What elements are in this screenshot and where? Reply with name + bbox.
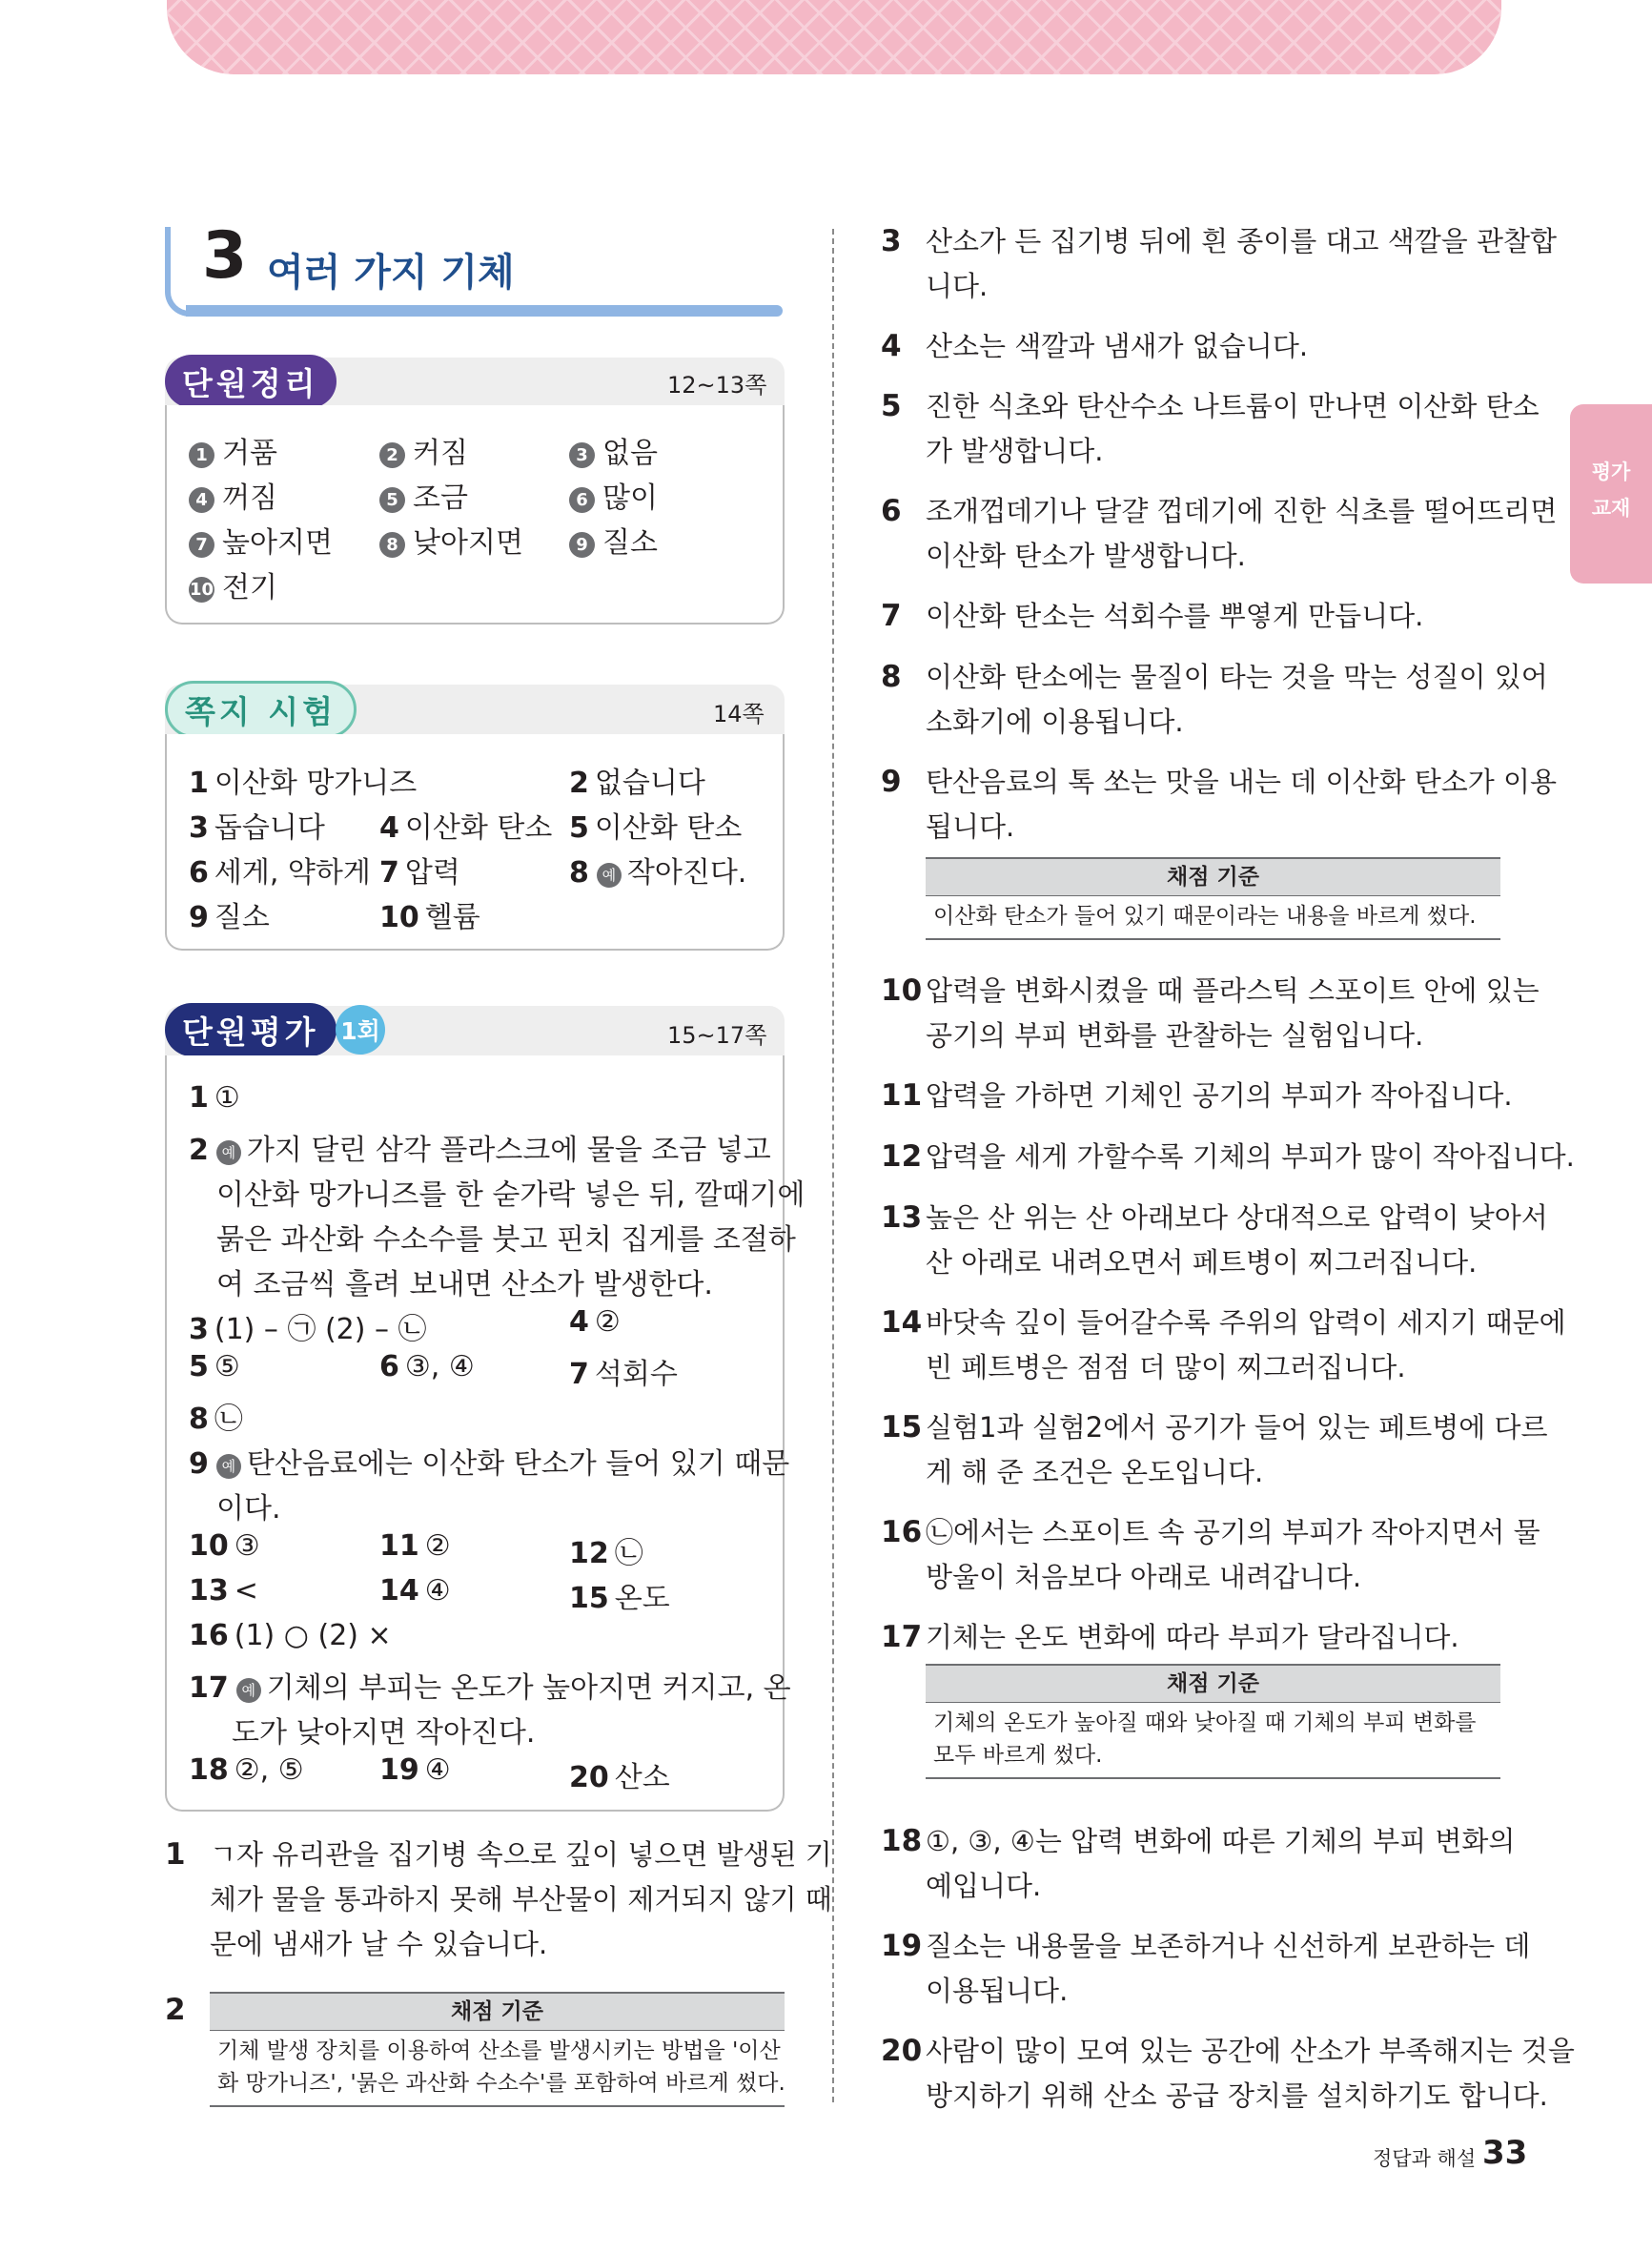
eval-answer-9: 9 예 탄산음료에는 이산화 탄소가 들어 있기 때문 (189, 1447, 790, 1481)
eval-answer-20: 20 산소 (569, 1761, 670, 1794)
explanation-16: 16 ㉡에서는 스포이트 속 공기의 부피가 작아지면서 물 방울이 처음보다 아래로 내려갑니다. (881, 1515, 1540, 1593)
quiz-item-1: 1 이산화 망가니즈 (189, 767, 418, 800)
eval-answer-14: 14 ④ (379, 1574, 451, 1608)
left-explanation-2 (165, 1988, 785, 2096)
chapter-bracket (165, 227, 194, 317)
quiz-item-8: 8 예 작아진다. (569, 856, 747, 890)
criteria-header: 채점 기준 (926, 859, 1500, 896)
example-mark: 예 (236, 1678, 261, 1703)
criteria-body: 기체의 온도가 높아질 때와 낮아질 때 기체의 부피 변화를 모두 바르게 썼다. (933, 1710, 1477, 1768)
summary-item-8: 8 낮아지면 (379, 519, 523, 561)
left-explanation-1 (165, 1833, 832, 1976)
summary-label: 단원정리 (165, 355, 337, 408)
eval-answer-13: 13 < (189, 1574, 258, 1608)
explanation-11: 11 압력을 가하면 기체인 공기의 부피가 작아집니다. (881, 1078, 1513, 1113)
eval-answer-9-line2: 이다. (216, 1492, 281, 1526)
criteria-header: 채점 기준 (210, 1994, 785, 2031)
criteria-table (926, 857, 1500, 940)
summary-item-1: 1 거품 (189, 429, 277, 471)
explanation-10: 10 압력을 변화시켰을 때 플라스틱 스포이트 안에 있는 공기의 부피 변화를 관찰하는 실험입니다. (881, 973, 1540, 1052)
explanation-4: 4 산소는 색깔과 냄새가 없습니다. (881, 329, 1309, 363)
explanation-17: 17 기체는 온도 변화에 따라 부피가 달라집니다. 채점 기준 기체의 온도가 높아질 때와 낮아질 때 기체의 부피 변화를 모두 바르게 썼다. (881, 1615, 1500, 1779)
chapter-number: 3 (202, 218, 248, 294)
summary-pages: 12~13쪽 (667, 372, 767, 399)
criteria-body: 이산화 탄소가 들어 있기 때문이라는 내용을 바르게 썼다. (933, 904, 1477, 929)
quiz-item-10: 10 헬륨 (379, 901, 480, 934)
explanation-line: 문에 냄새가 날 수 있습니다. (210, 1928, 548, 1960)
eval-answer-18: 18 ②, ⑤ (189, 1753, 304, 1787)
example-mark: 예 (597, 863, 622, 888)
explanation-9: 9 탄산음료의 톡 쏘는 맛을 내는 데 이산화 탄소가 이용 됩니다. 채점 기준 이산화 탄소가 들어 있기 때문이라는 내용을 바르게 썼다. (881, 760, 1500, 940)
quiz-item-2: 2 없습니다 (569, 767, 705, 800)
eval-answer-6: 6 ③, ④ (379, 1350, 475, 1383)
summary-item-6: 6 많이 (569, 474, 658, 516)
eval-answer-19: 19 ④ (379, 1753, 451, 1787)
quiz-pages: 14쪽 (713, 701, 765, 727)
summary-item-10: 10 전기 (189, 571, 277, 604)
explanation-3: 3 산소가 든 집기병 뒤에 흰 종이를 대고 색깔을 관찰합 니다. (881, 224, 1558, 302)
explanation-5: 5 진한 식초와 탄산수소 나트륨이 만나면 이산화 탄소 가 발생합니다. (881, 389, 1540, 467)
eval-answer-17: 17 예 기체의 부피는 온도가 높아지면 커지고, 온 (189, 1671, 791, 1705)
explanation-14: 14 바닷속 깊이 들어갈수록 주위의 압력이 세지기 때문에 빈 페트병은 점점 더 많이 찌그러집니다. (881, 1305, 1566, 1383)
eval-answer-17-line2: 도가 낮아지면 작아진다. (232, 1716, 536, 1750)
summary-item-4: 4 꺼짐 (189, 474, 277, 516)
explanation-number: 1 (165, 1837, 186, 1872)
summary-item-5: 5 조금 (379, 474, 468, 516)
explanation-19: 19 질소는 내용물을 보존하거나 신선하게 보관하는 데 이용됩니다. (881, 1929, 1531, 2007)
quiz-item-5: 5 이산화 탄소 (569, 811, 743, 845)
eval-pages: 15~17쪽 (667, 1022, 767, 1049)
right-explanations (881, 219, 1575, 2112)
eval-answer-2: 2 예 가지 달린 삼각 플라스크에 물을 조금 넣고 (189, 1134, 771, 1167)
eval-answer-16: 16 (1) ○ (2) × (189, 1619, 392, 1652)
quiz-item-6: 6 세게, 약하게 (189, 856, 371, 890)
criteria-body: 기체 발생 장치를 이용하여 산소를 발생시키는 방법을 '이산 화 망가니즈', '묽은 과산화 수소수'를 포함하여 바르게 썼다. (217, 2038, 785, 2096)
explanation-20: 20 사람이 많이 모여 있는 공간에 산소가 부족해지는 것을 방지하기 위해 산소 공급 장치를 설치하기도 합니다. (881, 2034, 1575, 2112)
explanation-13: 13 높은 산 위는 산 아래보다 상대적으로 압력이 낮아서 산 아래로 내려오면서 페트병이 찌그러집니다. (881, 1200, 1548, 1279)
criteria-table (926, 1664, 1500, 1779)
example-mark: 예 (216, 1140, 241, 1165)
quiz-item-3: 3 돕습니다 (189, 811, 325, 845)
eval-answer-4: 4 ② (569, 1305, 621, 1339)
eval-answer-1: 1 ① (189, 1081, 240, 1115)
eval-answer-10: 10 ③ (189, 1529, 260, 1563)
criteria-header: 채점 기준 (926, 1666, 1500, 1703)
eval-answer-12: 12 ㉡ (569, 1537, 643, 1570)
explanation-6: 6 조개껍데기나 달걀 껍데기에 진한 식초를 떨어뜨리면 이산화 탄소가 발생합니다. (881, 494, 1558, 572)
quiz-label: 쪽지 시험 (165, 681, 357, 738)
chapter-title: 여러 가지 기체 (267, 251, 515, 295)
explanation-15: 15 실험1과 실험2에서 공기가 들어 있는 페트병에 다르 게 해 준 조건은 온도입니다. (881, 1410, 1548, 1488)
example-mark: 예 (216, 1454, 241, 1479)
summary-item-7: 7 높아지면 (189, 519, 333, 561)
explanation-line: ㄱ자 유리관을 집기병 속으로 깊이 넣으면 발생된 기 (210, 1838, 832, 1871)
summary-item-9: 9 질소 (569, 519, 658, 561)
page-number: 33 (1482, 2134, 1528, 2172)
quiz-item-7: 7 압력 (379, 856, 460, 890)
explanation-18: 18 ①, ③, ④는 압력 변화에 따른 기체의 부피 변화의 예입니다. (881, 1824, 1516, 1902)
side-tab-line2: 교재 (1591, 497, 1631, 520)
explanation-7: 7 이산화 탄소는 석회수를 뿌옇게 만듭니다. (881, 599, 1424, 633)
eval-answer-2-line2: 이산화 망가니즈를 한 숟가락 넣은 뒤, 깔때기에 (216, 1178, 806, 1212)
explanation-8: 8 이산화 탄소에는 물질이 타는 것을 막는 성질이 있어 소화기에 이용됩니다. (881, 660, 1548, 738)
column-divider (832, 229, 834, 2102)
quiz-item-9: 9 질소 (189, 901, 270, 934)
side-tab-eval-book (1570, 404, 1652, 584)
explanation-number: 2 (165, 1993, 186, 2027)
eval-answer-2-line4: 여 조금씩 흘려 보내면 산소가 발생한다. (216, 1268, 713, 1301)
eval-answer-3: 3 (1) – ㉠ (2) – ㉡ (189, 1313, 427, 1346)
top-banner (167, 0, 1501, 74)
explanation-line: 체가 물을 통과하지 못해 부산물이 제거되지 않기 때 (210, 1883, 832, 1915)
chapter-underline (186, 305, 783, 317)
summary-item-3: 3 없음 (569, 429, 658, 471)
eval-answer-7: 7 석회수 (569, 1358, 678, 1391)
eval-label: 단원평가 (165, 1003, 337, 1056)
eval-answer-11: 11 ② (379, 1529, 451, 1563)
side-tab-line1: 평가 (1591, 461, 1631, 483)
quiz-item-4: 4 이산화 탄소 (379, 811, 553, 845)
explanation-12: 12 압력을 세게 가할수록 기체의 부피가 많이 작아집니다. (881, 1139, 1575, 1174)
summary-item-2: 2 커짐 (379, 429, 468, 471)
eval-answer-15: 15 온도 (569, 1582, 670, 1615)
eval-round-badge: 1회 (336, 1005, 385, 1055)
eval-answer-5: 5 ⑤ (189, 1350, 240, 1383)
criteria-table (210, 1992, 785, 2107)
footer-label: 정답과 해설 (1373, 2147, 1477, 2170)
eval-answer-2-line3: 묽은 과산화 수소수를 붓고 핀치 집게를 조절하 (216, 1223, 796, 1257)
eval-answer-8: 8 ㉡ (189, 1403, 243, 1436)
